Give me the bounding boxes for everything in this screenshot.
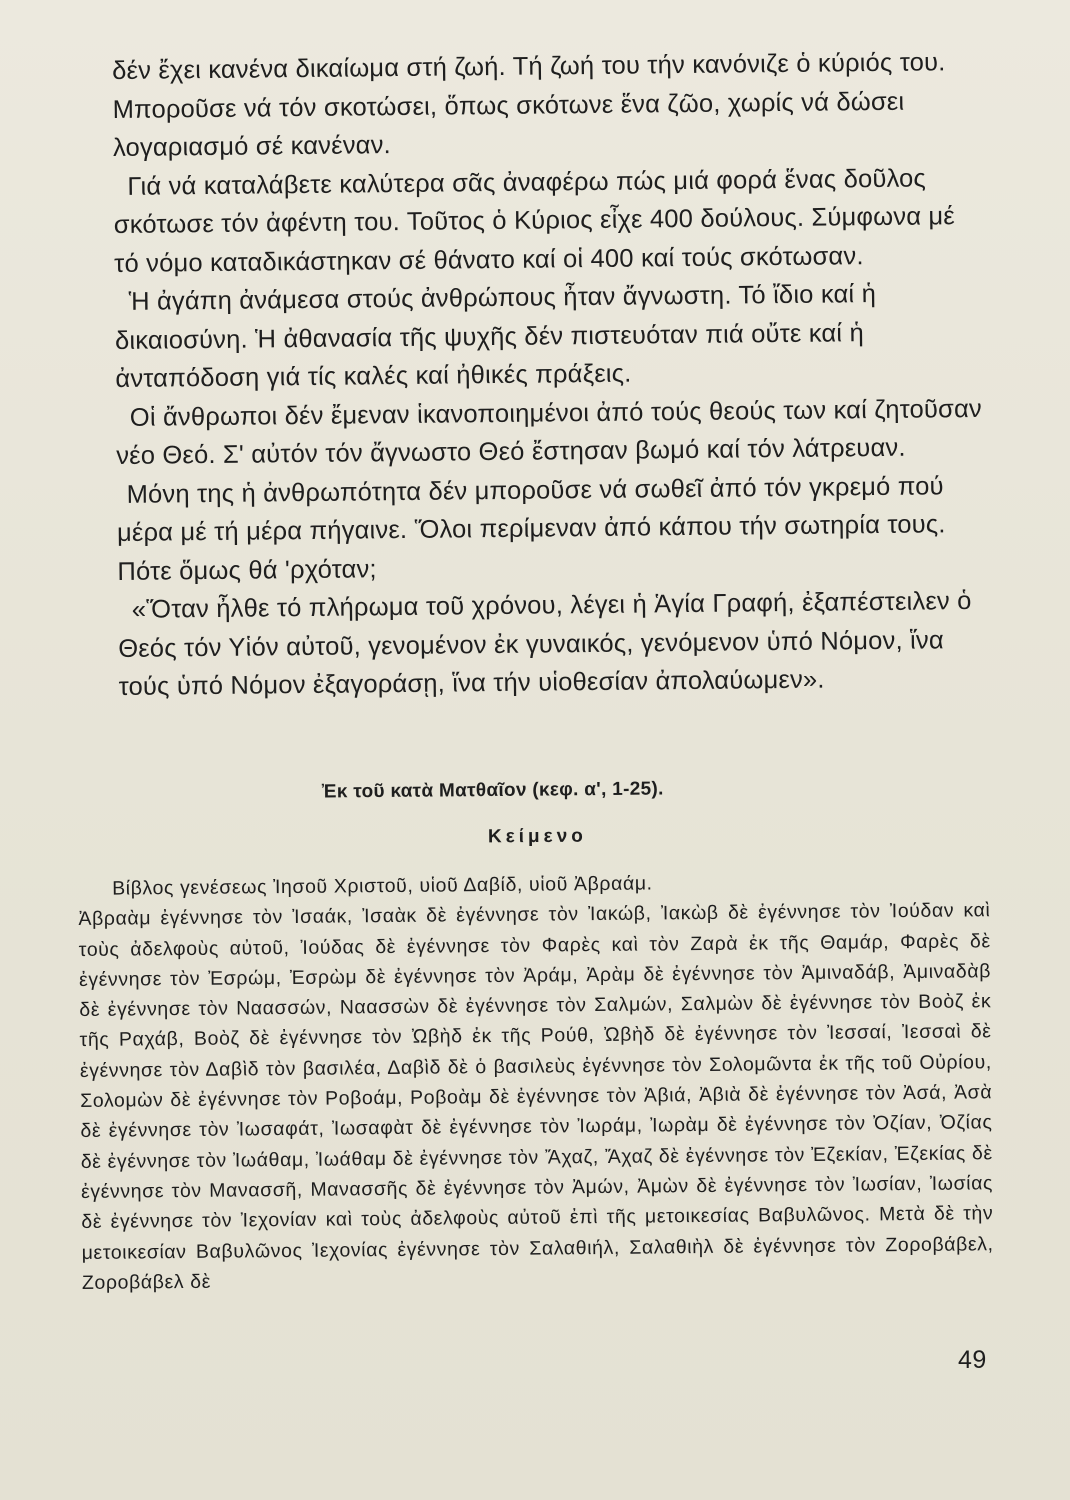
text-heading: Κείμενο: [487, 825, 587, 848]
gospel-text: [78, 865, 994, 1298]
paragraph-slave-story: Γιά νά καταλάβετε καλύτερα σᾶς ἀναφέρω πώς μιά φορά ἕνας δοῦλος σκότωσε τόν ἀφέντη του. Τοῦτος ὁ Κύριος εἶχε 400 δούλους. Σύμφωνα μέ τό νόμο καταδικάστηκαν σέ θάνατο καί οἱ 400 καί τούς σκότωσαν.: [113, 163, 956, 278]
paragraph-slavery: δέν ἔχει κανένα δικαίωμα στή ζωή. Τή ζωή του τήν κανόνιζε ὁ κύριός του. Μποροῦσε νά τόν σκοτώσει, ὅπως σκότωνε ἕνα ζῶο, χωρίς νά δώσει λογαριασμό σέ κανέναν.: [112, 48, 946, 162]
gospel-genealogy: Ἀβραὰμ ἐγέννησε τὸν Ἰσαάκ, Ἰσαὰκ δὲ ἐγέννησε τὸν Ἰακώβ, Ἰακὼβ δὲ ἐγέννησε τὸν Ἰούδαν καὶ τοὺς ἀδελφοὺς αὐτοῦ, Ἰούδας δὲ ἐγέννησε τὸν Φαρὲς καὶ τὸν Ζαρὰ ἐκ τῆς Θαμάρ, Φαρὲς δὲ ἐγέννησε τὸν Ἐσρώμ, Ἐσρὼμ δὲ ἐγέννησε τὸν Ἀράμ, Ἀρὰμ δὲ ἐγέννησε τὸν Ἀμιναδάβ, Ἀμιναδὰβ δὲ ἐγέννησε τὸν Ναασσών, Ναασσὼν δὲ ἐγέννησε τὸν Σαλμών, Σαλμὼν δὲ ἐγέννησε τὸν Βοὸζ ἐκ τῆς Ραχάβ, Βοὸζ δὲ ἐγέννησε τὸν Ὠβὴδ ἐκ τῆς Ρούθ, Ὠβὴδ δὲ ἐγέννησε τὸν Ἰεσσαί, Ἰεσσαὶ δὲ ἐγέννησε τὸν Δαβὶδ τὸν βασιλέα, Δαβὶδ δὲ ὁ βασιλεὺς ἐγέννησε τὸν Σολομῶντα ἐκ τῆς τοῦ Οὐρίου, Σολομὼν δὲ ἐγέννησε τὸν Ροβοάμ, Ροβοὰμ δὲ ἐγέννησε τὸν Ἀβιά, Ἀβιὰ δὲ ἐγέννησε τὸν Ἀσά, Ἀσὰ δὲ ἐγέννησε τὸν Ἰωσαφάτ, Ἰωσαφὰτ δὲ ἐγέννησε τὸν Ἰωράμ, Ἰωρὰμ δὲ ἐγέννησε τὸν Ὀζίαν, Ὀζίας δὲ ἐγέννησε τὸν Ἰωάθαμ, Ἰωάθαμ δὲ ἐγέννησε τὸν Ἄχαζ, Ἄχαζ δὲ ἐγέννησε τὸν Ἐζεκίαν, Ἐζεκίας δὲ ἐγέννησε τὸν Μανασσῆ, Μανασσῆς δὲ ἐγέννησε τὸν Ἀμών, Ἀμὼν δὲ ἐγέννησε τὸν Ἰωσίαν, Ἰωσίας δὲ ἐγέννησε τὸν Ἰεχονίαν καὶ τοὺς ἀδελφοὺς αὐτοῦ ἐπὶ τῆς μετοικεσίας Βαβυλῶνος. Μετὰ δὲ τὴν μετοικεσίαν Βαβυλῶνος Ἰεχονίας ἐγέννησε τὸν Σαλαθιήλ, Σαλαθιὴλ δὲ ἐγέννησε τὸν Ζοροβάβελ, Ζοροβάβελ δὲ: [78, 899, 994, 1294]
paragraph-love-justice: Ἡ ἀγάπη ἀνάμεσα στούς ἀνθρώπους ἦταν ἄγνωστη. Τό ἴδιο καί ἡ δικαιοσύνη. Ἡ ἀθανασία τῆς ψυχῆς δέν πιστευόταν πιά οὔτε καί ἡ ἀνταπόδοση γιά τίς καλές καί ἠθικές πράξεις.: [114, 280, 877, 393]
paragraph-salvation: Μόνη της ἡ ἀνθρωπότητα δέν μποροῦσε νά σωθεῖ ἀπό τόν γκρεμό πού μέρα μέ τή μέρα πήγαινε. Ὅλοι περίμεναν ἀπό κάπου τήν σωτηρία τους. Πότε ὅμως θά 'ρχόταν;: [116, 471, 946, 586]
gospel-source-reference: Ἐκ τοῦ κατὰ Ματθαῖον (κεφ. α', 1-25).: [321, 778, 664, 803]
narrative-text: [112, 43, 987, 707]
paragraph-scripture-quote: «Ὅταν ἦλθε τό πλήρωμα τοῦ χρόνου, λέγει ἡ Ἁγία Γραφή, ἐξαπέστειλεν ὁ Θεός τόν Υἱόν αὐτοῦ, γενομένον ἐκ γυναικός, γενόμενον ὑπό Νόμον, ἵνα τούς ὑπό Νόμον ἐξαγοράσῃ, ἵνα τήν υἱοθεσίαν ἀπολαύωμεν».: [118, 587, 972, 701]
gospel-first-verse: Βίβλος γενέσεως Ἰησοῦ Χριστοῦ, υἱοῦ Δαβίδ, υἱοῦ Ἀβραάμ.: [112, 872, 653, 900]
paragraph-unknown-god: Οἱ ἄνθρωποι δέν ἔμεναν ἱκανοποιημένοι ἀπό τούς θεούς των καί ζητοῦσαν νέο Θεό. Σ' αὐτόν τόν ἄγνωστο Θεό ἔστησαν βωμό καί τόν λάτρευαν.: [116, 394, 983, 470]
page-number: 49: [958, 1346, 987, 1374]
